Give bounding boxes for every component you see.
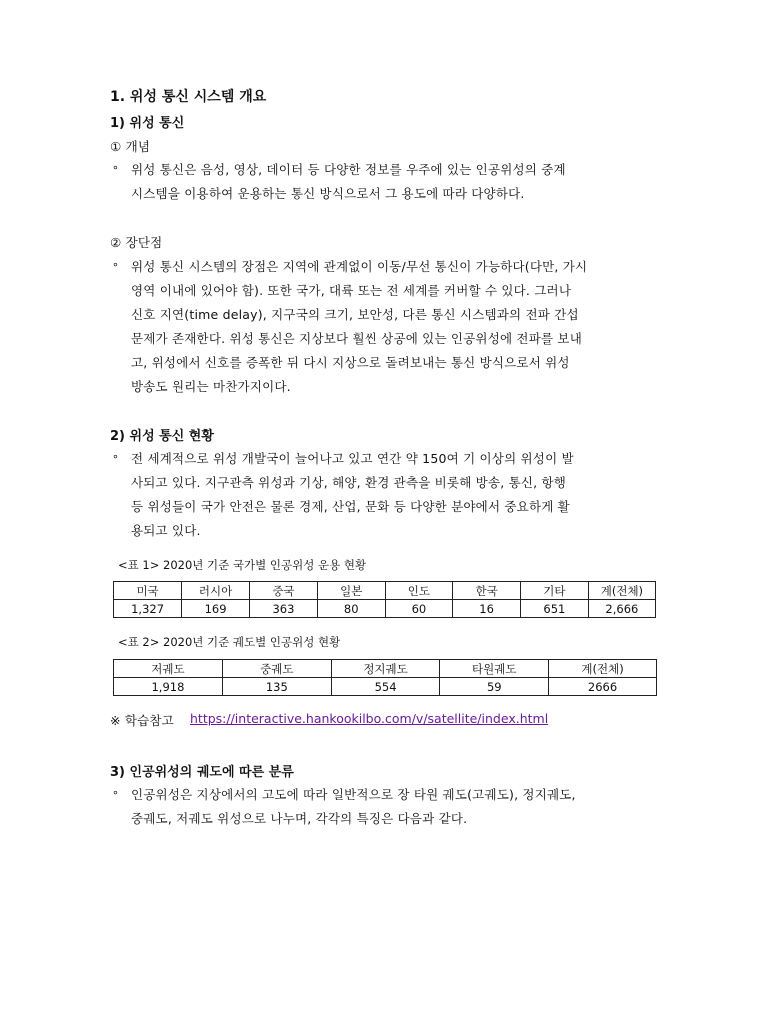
table-cell: 363 xyxy=(250,600,318,618)
paragraph-line: 위성 통신은 음성, 영상, 데이터 등 다양한 정보를 우주에 있는 인공위성의 중계 xyxy=(131,162,566,177)
paragraph-line: 등 위성들이 국가 안전은 물론 경제, 산업, 문화 등 다양한 분야에서 중요하게 활 xyxy=(131,499,570,514)
table-cell: 169 xyxy=(182,600,250,618)
table-cell: 554 xyxy=(331,678,440,696)
table-header-cell: 계(전체) xyxy=(588,582,655,600)
table-cell: 1,918 xyxy=(114,678,223,696)
section-2-title: 2) 위성 통신 현황 xyxy=(110,429,214,444)
section-1-title: 1) 위성 통신 xyxy=(110,116,185,131)
subsection-concept-title: ① 개념 xyxy=(110,139,151,154)
satellites-by-orbit-table xyxy=(113,659,657,696)
reference-label: ※ 학습참고 xyxy=(110,713,174,728)
table-cell: 60 xyxy=(385,600,453,618)
table-cell: 1,327 xyxy=(114,600,182,618)
satellites-by-country-table xyxy=(113,581,656,618)
paragraph-line: 중궤도, 저궤도 위성으로 나누며, 각각의 특징은 다음과 같다. xyxy=(131,811,468,826)
paragraph-line: 인공위성은 지상에서의 고도에 따라 일반적으로 장 타원 궤도(고궤도), 정지궤도, xyxy=(131,787,576,802)
table-cell: 80 xyxy=(317,600,385,618)
table-cell: 2,666 xyxy=(588,600,655,618)
table-header-row xyxy=(114,582,656,600)
bullet-marker: ∘ xyxy=(112,450,119,463)
paragraph-line: 사되고 있다. 지구관측 위성과 기상, 해양, 환경 관측을 비롯해 방송, 통신, 항행 xyxy=(131,475,567,490)
table-cell: 16 xyxy=(453,600,521,618)
paragraph-line: 문제가 존재한다. 위성 통신은 지상보다 훨씬 상공에 있는 인공위성에 전파를 보내 xyxy=(131,331,582,346)
table-cell: 2666 xyxy=(549,678,657,696)
table-cell: 135 xyxy=(222,678,331,696)
table-header-cell: 정지궤도 xyxy=(331,660,440,678)
paragraph-line: 방송도 원리는 마찬가지이다. xyxy=(131,379,291,394)
table-header-cell: 중궤도 xyxy=(222,660,331,678)
table-cell: 651 xyxy=(520,600,588,618)
table-header-cell: 인도 xyxy=(385,582,453,600)
paragraph-line: 전 세계적으로 위성 개발국이 늘어나고 있고 연간 약 150여 기 이상의 위성이 발 xyxy=(131,451,574,466)
table-header-cell: 저궤도 xyxy=(114,660,223,678)
reference-link[interactable]: https://interactive.hankookilbo.com/v/satellite/index.html xyxy=(190,711,549,726)
paragraph-line: 용되고 있다. xyxy=(131,523,201,538)
bullet-marker: ∘ xyxy=(112,786,119,799)
table-row xyxy=(114,600,656,618)
table-row xyxy=(114,678,657,696)
table-header-cell: 기타 xyxy=(520,582,588,600)
bullet-marker: ∘ xyxy=(112,258,119,271)
paragraph-line: 영역 이내에 있어야 함). 또한 국가, 대륙 또는 전 세계를 커버할 수 있다. 그러나 xyxy=(131,283,572,298)
table-header-cell: 일본 xyxy=(317,582,385,600)
table-header-cell: 중국 xyxy=(250,582,318,600)
table-cell: 59 xyxy=(440,678,549,696)
subsection-pros-cons-title: ② 장단점 xyxy=(110,235,163,250)
paragraph-line: 시스템을 이용하여 운용하는 통신 방식으로서 그 용도에 따라 다양하다. xyxy=(131,186,525,201)
section-3-title: 3) 인공위성의 궤도에 따른 분류 xyxy=(110,765,294,780)
table-2-caption: <표 2> 2020년 기준 궤도별 인공위성 현황 xyxy=(118,635,341,649)
table-header-cell: 타원궤도 xyxy=(440,660,549,678)
table-header-cell: 한국 xyxy=(453,582,521,600)
table-header-cell: 러시아 xyxy=(182,582,250,600)
bullet-marker: ∘ xyxy=(112,161,119,174)
table-header-row xyxy=(114,660,657,678)
paragraph-line: 위성 통신 시스템의 장점은 지역에 관계없이 이동/무선 통신이 가능하다(다만, 가시 xyxy=(131,259,588,274)
main-heading: 1. 위성 통신 시스템 개요 xyxy=(110,89,267,105)
table-1-caption: <표 1> 2020년 기준 국가별 인공위성 운용 현황 xyxy=(118,558,367,572)
table-header-cell: 계(전체) xyxy=(549,660,657,678)
paragraph-line: 신호 지연(time delay), 지구국의 크기, 보안성, 다른 통신 시스템과의 전파 간섭 xyxy=(131,307,579,322)
table-header-cell: 미국 xyxy=(114,582,182,600)
paragraph-line: 고, 위성에서 신호를 증폭한 뒤 다시 지상으로 돌려보내는 통신 방식으로서 위성 xyxy=(131,355,570,370)
